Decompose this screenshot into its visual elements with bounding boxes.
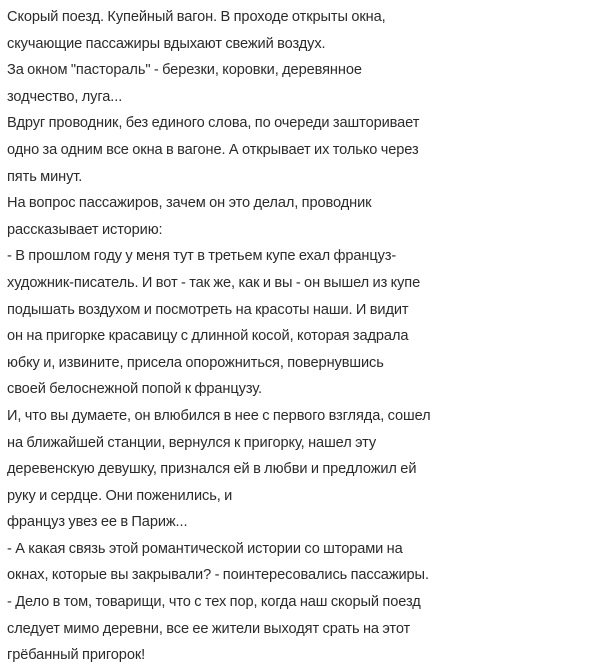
story-line: скучающие пассажиры вдыхают свежий воздух. xyxy=(7,35,326,52)
story-line: За окном "пастораль" - березки, коровки, деревянное xyxy=(7,62,362,79)
story-line: юбку и, извините, присела опорожниться, повернувшись xyxy=(7,354,384,371)
story-line: француз увез ее в Париж... xyxy=(7,514,188,531)
story-line: - В прошлом году у меня тут в третьем купе ехал француз- xyxy=(7,248,397,265)
story-line: зодчество, луга... xyxy=(7,88,123,105)
story-text xyxy=(7,4,594,669)
story-line: руку и сердце. Они поженились, и xyxy=(7,487,233,504)
story-line: Вдруг проводник, без единого слова, по очереди зашторивает xyxy=(7,115,420,132)
story-line: пять минут. xyxy=(7,168,83,185)
story-line: на ближайшей станции, вернулся к пригорку, нашел эту xyxy=(7,434,377,451)
story-line: рассказывает историю: xyxy=(7,221,163,238)
story-line: подышать воздухом и посмотреть на красоты наши. И видит xyxy=(7,301,409,318)
story-line: художник-писатель. И вот - так же, как и вы - он вышел из купе xyxy=(7,274,421,291)
story-line: - А какая связь этой романтической истории со шторами на xyxy=(7,540,403,557)
story-line: - Дело в том, товарищи, что с тех пор, когда наш скорый поезд xyxy=(7,594,421,611)
story-line: он на пригорке красавицу с длинной косой, которая задрала xyxy=(7,328,409,345)
story-line: деревенскую девушку, признался ей в любви и предложил ей xyxy=(7,461,417,478)
story-line: На вопрос пассажиров, зачем он это делал, проводник xyxy=(7,195,372,212)
story-line: следует мимо деревни, все ее жители выходят срать на этот xyxy=(7,620,411,637)
story-line: Скорый поезд. Купейный вагон. В проходе открыты окна, xyxy=(7,9,386,25)
story-line: окнах, которые вы закрывали? - поинтересовались пассажиры. xyxy=(7,567,429,584)
story-line: И, что вы думаете, он влюбился в нее с первого взгляда, сошел xyxy=(7,407,431,424)
story-line: одно за одним все окна в вагоне. А открывает их только через xyxy=(7,141,419,158)
story-line: своей белоснежной попой к французу. xyxy=(7,381,262,398)
story-line: грёбанный пригорок! xyxy=(7,647,146,664)
